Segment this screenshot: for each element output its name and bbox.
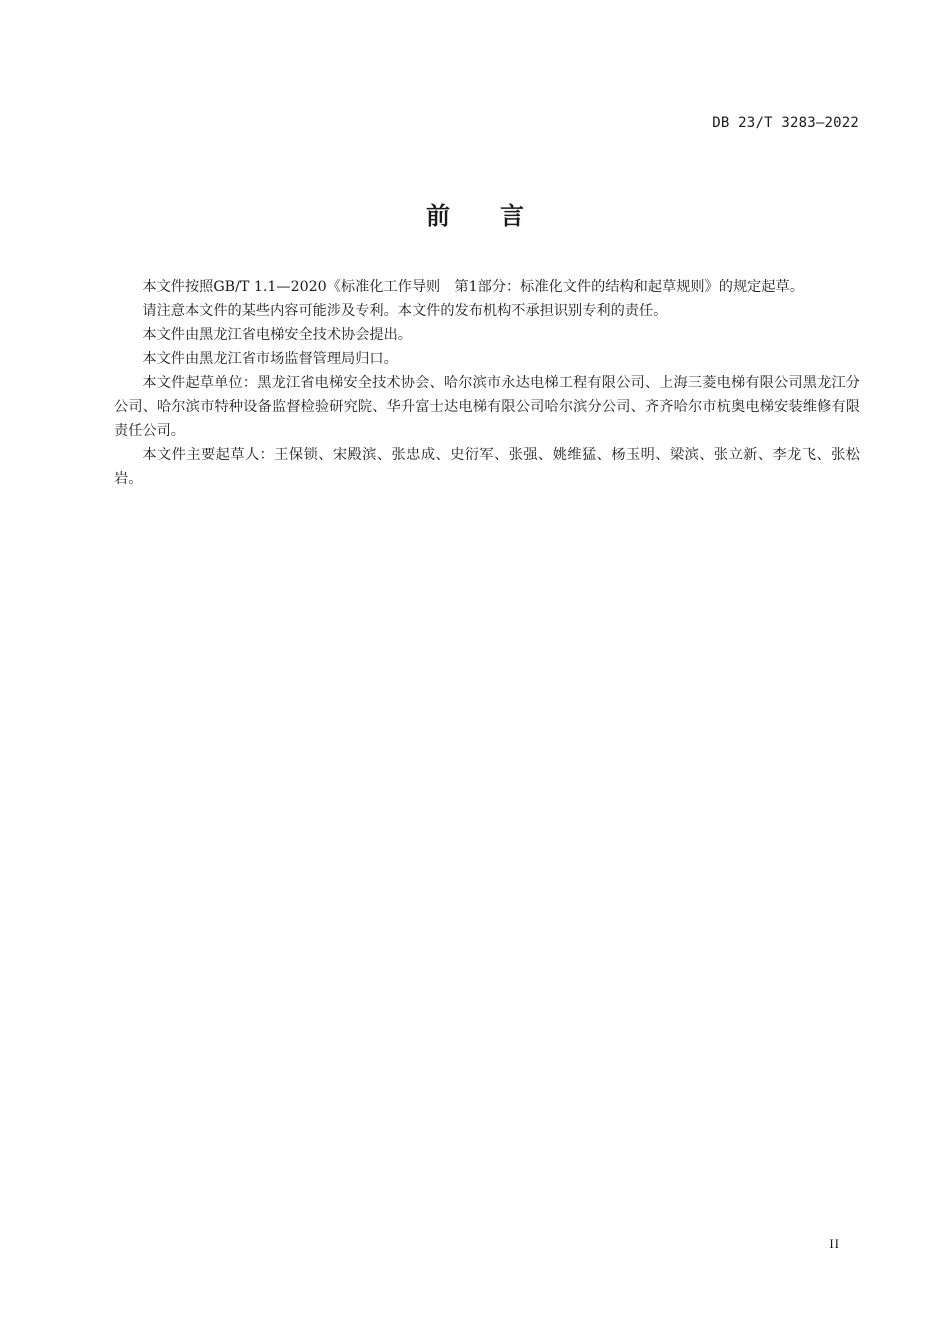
paragraph-drafting-organizations: 本文件起草单位：黑龙江省电梯安全技术协会、哈尔滨市永达电梯工程有限公司、上海三菱电梯有限公司黑龙江分公司、哈尔滨市特种设备监督检验研究院、华升富士达电梯有限公司哈尔滨分公司、齐齐哈尔市杭奥电梯安装维修有限责任公司。 [114, 375, 860, 439]
page-number: II [829, 1236, 840, 1251]
paragraph-proposed-by: 本文件由黑龙江省电梯安全技术协会提出。 [142, 327, 412, 343]
page-title-part-1: 前 [426, 202, 450, 230]
paragraph-drafters: 本文件主要起草人：王保锁、宋殿滨、张忠成、史衍军、张强、姚维猛、杨玉明、梁滨、张立新、李龙飞、张松岩。 [114, 447, 860, 487]
foreword-body [114, 275, 860, 491]
paragraph-patent-notice: 请注意本文件的某些内容可能涉及专利。本文件的发布机构不承担识别专利的责任。 [142, 303, 668, 319]
paragraph-administered-by: 本文件由黑龙江省市场监督管理局归口。 [142, 351, 398, 367]
page-title-part-2: 言 [500, 202, 524, 230]
page-title [0, 196, 950, 231]
paragraph-drafting-rules: 本文件按照GB/T 1.1—2020《标准化工作导则 第1部分：标准化文件的结构和起草规则》的规定起草。 [142, 279, 804, 295]
document-code: DB 23/T 3283—2022 [712, 115, 859, 131]
